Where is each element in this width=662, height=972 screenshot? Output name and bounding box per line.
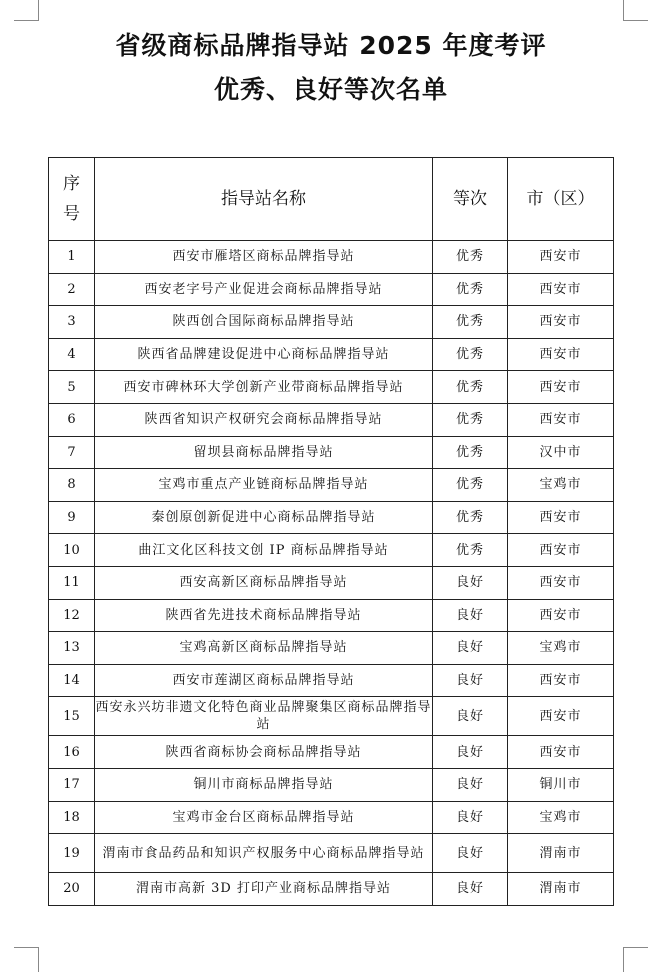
- city-cell: 西安市: [508, 273, 614, 306]
- city-cell: 宝鸡市: [508, 469, 614, 502]
- station-name-cell: 陕西省品牌建设促进中心商标品牌指导站: [95, 338, 433, 371]
- grade-cell: 良好: [433, 664, 508, 697]
- table-row: [49, 664, 614, 697]
- row-number-cell: 12: [49, 599, 95, 632]
- table-row: [49, 306, 614, 339]
- station-name-cell: 西安永兴坊非遗文化特色商业品牌聚集区商标品牌指导站: [95, 697, 433, 736]
- station-name-cell: 铜川市商标品牌指导站: [95, 768, 433, 801]
- row-number-cell: 1: [49, 241, 95, 274]
- city-cell: 渭南市: [508, 873, 614, 906]
- table-row: [49, 273, 614, 306]
- row-number-cell: 3: [49, 306, 95, 339]
- station-name-cell: 曲江文化区科技文创 IP 商标品牌指导站: [95, 534, 433, 567]
- city-cell: 西安市: [508, 371, 614, 404]
- row-number-cell: 13: [49, 632, 95, 665]
- city-cell: 西安市: [508, 534, 614, 567]
- table-row: [49, 338, 614, 371]
- station-name-cell: 西安老字号产业促进会商标品牌指导站: [95, 273, 433, 306]
- header-name: 指导站名称: [95, 158, 433, 241]
- station-name-cell: 渭南市高新 3D 打印产业商标品牌指导站: [95, 873, 433, 906]
- grade-cell: 良好: [433, 873, 508, 906]
- station-name-cell: 西安高新区商标品牌指导站: [95, 566, 433, 599]
- grade-cell: 优秀: [433, 403, 508, 436]
- row-number-cell: 19: [49, 834, 95, 873]
- grade-cell: 良好: [433, 768, 508, 801]
- header-seq: [49, 158, 95, 241]
- table-row: [49, 599, 614, 632]
- row-number-cell: 8: [49, 469, 95, 502]
- station-name-cell: 渭南市食品药品和知识产权服务中心商标品牌指导站: [95, 834, 433, 873]
- city-cell: 宝鸡市: [508, 632, 614, 665]
- table-row: [49, 241, 614, 274]
- crop-mark-top-left: [14, 0, 39, 21]
- grade-cell: 良好: [433, 736, 508, 769]
- grade-cell: 良好: [433, 801, 508, 834]
- row-number-cell: 7: [49, 436, 95, 469]
- city-cell: 西安市: [508, 664, 614, 697]
- crop-mark-bottom-left: [14, 947, 39, 972]
- station-name-cell: 宝鸡高新区商标品牌指导站: [95, 632, 433, 665]
- station-name-cell: 陕西省商标协会商标品牌指导站: [95, 736, 433, 769]
- table-row: [49, 436, 614, 469]
- row-number-cell: 20: [49, 873, 95, 906]
- table-row: [49, 371, 614, 404]
- station-name-cell: 宝鸡市金台区商标品牌指导站: [95, 801, 433, 834]
- table-row: [49, 469, 614, 502]
- header-seq-line-1: 序: [63, 174, 80, 194]
- row-number-cell: 14: [49, 664, 95, 697]
- header-city: 市（区）: [508, 158, 614, 241]
- grade-cell: 优秀: [433, 241, 508, 274]
- grade-cell: 良好: [433, 632, 508, 665]
- table-row: [49, 768, 614, 801]
- table-row: [49, 403, 614, 436]
- city-cell: 西安市: [508, 501, 614, 534]
- table-row: [49, 736, 614, 769]
- station-name-cell: 陕西省知识产权研究会商标品牌指导站: [95, 403, 433, 436]
- ranking-table: [48, 157, 614, 906]
- header-grade: 等次: [433, 158, 508, 241]
- grade-cell: 优秀: [433, 371, 508, 404]
- table-row: [49, 566, 614, 599]
- city-cell: 西安市: [508, 403, 614, 436]
- city-cell: 西安市: [508, 697, 614, 736]
- grade-cell: 优秀: [433, 534, 508, 567]
- city-cell: 西安市: [508, 338, 614, 371]
- document-title-line-1: 省级商标品牌指导站 2025 年度考评: [115, 31, 547, 60]
- station-name-cell: 陕西创合国际商标品牌指导站: [95, 306, 433, 339]
- row-number-cell: 15: [49, 697, 95, 736]
- row-number-cell: 6: [49, 403, 95, 436]
- row-number-cell: 4: [49, 338, 95, 371]
- crop-mark-bottom-right: [623, 947, 648, 972]
- station-name-cell: 秦创原创新促进中心商标品牌指导站: [95, 501, 433, 534]
- row-number-cell: 5: [49, 371, 95, 404]
- station-name-cell: 西安市碑林环大学创新产业带商标品牌指导站: [95, 371, 433, 404]
- grade-cell: 良好: [433, 697, 508, 736]
- grade-cell: 优秀: [433, 306, 508, 339]
- table-row: [49, 801, 614, 834]
- row-number-cell: 2: [49, 273, 95, 306]
- city-cell: 西安市: [508, 241, 614, 274]
- station-name-cell: 陕西省先进技术商标品牌指导站: [95, 599, 433, 632]
- grade-cell: 优秀: [433, 273, 508, 306]
- row-number-cell: 10: [49, 534, 95, 567]
- table-row: [49, 834, 614, 873]
- row-number-cell: 16: [49, 736, 95, 769]
- grade-cell: 优秀: [433, 338, 508, 371]
- table-row: [49, 534, 614, 567]
- row-number-cell: 11: [49, 566, 95, 599]
- station-name-cell: 西安市雁塔区商标品牌指导站: [95, 241, 433, 274]
- table-row: [49, 697, 614, 736]
- row-number-cell: 9: [49, 501, 95, 534]
- station-name-cell: 西安市莲湖区商标品牌指导站: [95, 664, 433, 697]
- city-cell: 宝鸡市: [508, 801, 614, 834]
- city-cell: 西安市: [508, 736, 614, 769]
- city-cell: 渭南市: [508, 834, 614, 873]
- grade-cell: 优秀: [433, 501, 508, 534]
- grade-cell: 优秀: [433, 436, 508, 469]
- table-row: [49, 873, 614, 906]
- city-cell: 西安市: [508, 306, 614, 339]
- grade-cell: 优秀: [433, 469, 508, 502]
- crop-mark-top-right: [623, 0, 648, 21]
- station-name-cell: 留坝县商标品牌指导站: [95, 436, 433, 469]
- table-header-row: [49, 158, 614, 241]
- document-title-line-2: 优秀、良好等次名单: [213, 75, 448, 104]
- city-cell: 铜川市: [508, 768, 614, 801]
- grade-cell: 良好: [433, 599, 508, 632]
- grade-cell: 良好: [433, 566, 508, 599]
- table-row: [49, 632, 614, 665]
- row-number-cell: 18: [49, 801, 95, 834]
- table-row: [49, 501, 614, 534]
- grade-cell: 良好: [433, 834, 508, 873]
- city-cell: 西安市: [508, 566, 614, 599]
- city-cell: 汉中市: [508, 436, 614, 469]
- station-name-cell: 宝鸡市重点产业链商标品牌指导站: [95, 469, 433, 502]
- header-seq-line-2: 号: [63, 204, 80, 224]
- row-number-cell: 17: [49, 768, 95, 801]
- city-cell: 西安市: [508, 599, 614, 632]
